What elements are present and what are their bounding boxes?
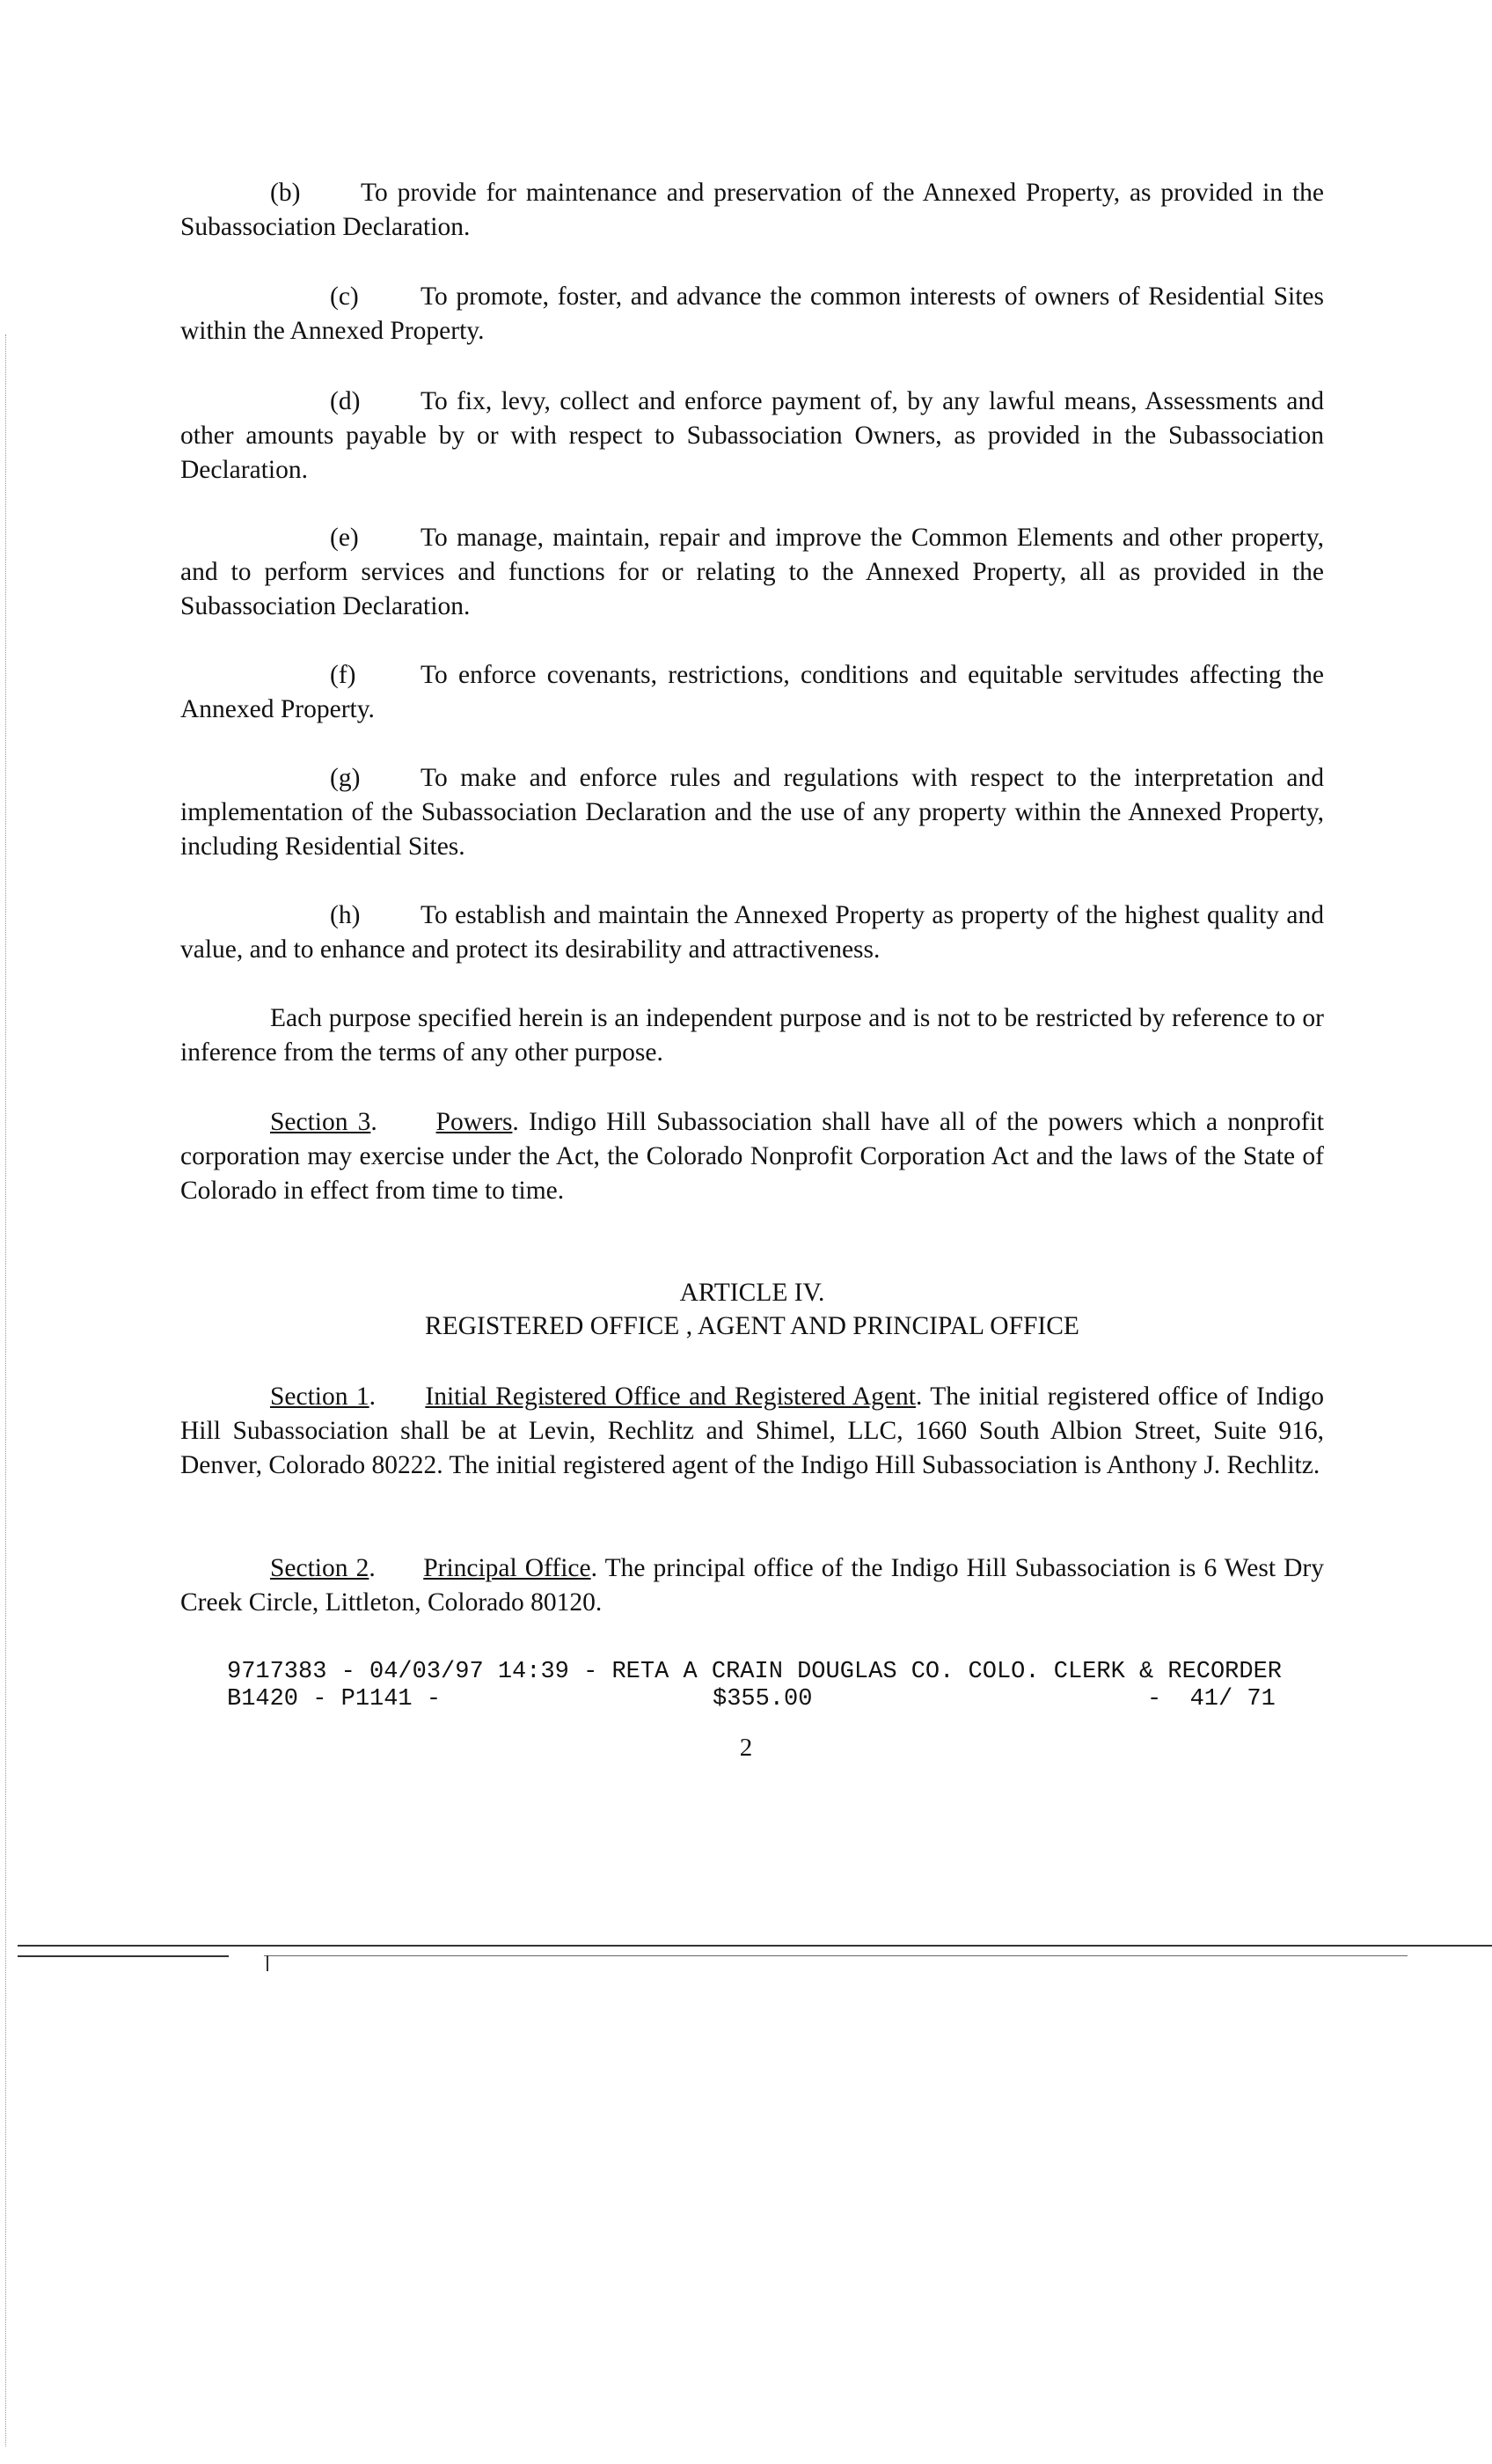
purpose-d — [180, 385, 1324, 488]
purpose-h — [180, 898, 1324, 967]
art4-section-1-text: The initial registered office of Indigo Hill Subassociation shall be at Levin, Rechlitz and Shimel, LLC, 1660 South Albion Street, Suite 916, Denver, Colorado 80222. The initial registered agent of the Indigo Hill Subassociation is Anthony J. Rechlitz. — [180, 1382, 1325, 1479]
art4-section-2-text: The principal office of the Indigo Hill Subassociation is 6 West Dry Creek Circle, Littleton, Colorado 80120. — [180, 1554, 1325, 1617]
purposes-independence-paragraph: Each purpose specified herein is an independent purpose and is not to be restricted by reference to or inference from the terms of any other purpose. — [180, 1004, 1324, 1067]
purpose-f-text: To enforce covenants, restrictions, conditions and equitable servitudes affecting the Annexed Property. — [180, 661, 1324, 723]
recording-stamp-line-1: 9717383 - 04/03/97 14:39 - RETA A CRAIN DOUGLAS CO. COLO. CLERK & RECORDER — [227, 1659, 1282, 1685]
purpose-b-text: To provide for maintenance and preservation of the Annexed Property, as provided in the Subassociation Declaration. — [180, 179, 1324, 241]
purpose-g-label: (g) — [330, 764, 361, 792]
section-3-sep: . — [370, 1108, 436, 1136]
section-3-powers: Section 3. Powers. Indigo Hill Subassociation shall have all of the powers which a nonprofit corporation may exercise under the Act, the Colorado Nonprofit Corporation Act and the laws of the State of Colorado in effect from time to time. — [180, 1108, 1324, 1205]
art4-section-1-title: Initial Registered Office and Registered Agent — [425, 1382, 916, 1411]
bottom-rule-upper — [18, 1945, 1492, 1947]
purpose-f — [180, 658, 1324, 727]
purpose-h-text: To establish and maintain the Annexed Property as property of the highest quality and value, and to enhance and protect its desirability and attractiveness. — [180, 901, 1324, 964]
purpose-d-label: (d) — [330, 387, 361, 415]
purpose-c — [180, 280, 1324, 348]
purpose-d-text: To fix, levy, collect and enforce payment of, by any lawful means, Assessments and other amounts payable by or with respect to Subassociation Owners, as provided in the Subassociation Declaration. — [180, 387, 1324, 484]
article-title: REGISTERED OFFICE , AGENT AND PRINCIPAL OFFICE — [425, 1312, 1079, 1340]
art4-section-1-number: Section 1 — [270, 1382, 369, 1411]
purpose-c-text: To promote, foster, and advance the common interests of owners of Residential Sites within the Annexed Property. — [180, 282, 1324, 345]
purpose-h-label: (h) — [330, 901, 361, 929]
purpose-e-label: (e) — [330, 524, 359, 552]
purpose-f-label: (f) — [330, 661, 356, 689]
purpose-e-text: To manage, maintain, repair and improve the Common Elements and other property, and to perform services and functions for or relating to the Annexed Property, all as provided in the Subassociation Declaration. — [180, 524, 1324, 620]
section-3-title: Powers — [435, 1108, 513, 1136]
purpose-e — [180, 521, 1324, 624]
section-3-text: Indigo Hill Subassociation shall have all of the powers which a nonprofit corporation may exercise under the Act, the Colorado Nonprofit Corporation Act and the laws of the State of Colorado in effect from time to time. — [180, 1108, 1324, 1205]
article-4-section-1: Section 1. Initial Registered Office and Registered Agent. The initial registered office of Indigo Hill Subassociation shall be at Levin, Rechlitz and Shimel, LLC, 1660 South Albion Street, Suite 916, Denver, Colorado 80222. The initial registered agent of the Indigo Hill Subassociation is Anthony J. Rechlitz. — [180, 1382, 1325, 1479]
purpose-b-label: (b) — [270, 179, 301, 207]
recording-book-page: B1420 - P1141 - — [227, 1686, 442, 1712]
purpose-g — [180, 761, 1324, 864]
article-number: ARTICLE IV. — [679, 1279, 825, 1307]
purpose-c-label: (c) — [330, 282, 359, 311]
article-4-section-2: Section 2. Principal Office. The principal office of the Indigo Hill Subassociation is 6 West Dry Creek Circle, Littleton, Colorado 80120. — [180, 1554, 1325, 1617]
left-margin-scan-artifact — [5, 334, 8, 2446]
recording-fee: $355.00 — [713, 1686, 813, 1712]
page-number: 2 — [739, 1734, 753, 1762]
art4-section-2-number: Section 2 — [270, 1554, 369, 1582]
purpose-b — [180, 176, 1324, 245]
recording-sheet-count: - 41/ 71 — [1147, 1686, 1276, 1712]
recording-stamp-line-2 — [227, 1686, 1318, 1713]
section-3-number: Section 3 — [270, 1108, 371, 1136]
art4-section-2-title: Principal Office — [423, 1554, 591, 1582]
bottom-rule-tick — [267, 1955, 268, 1971]
purpose-g-text: To make and enforce rules and regulations with respect to the interpretation and implementation of the Subassociation Declaration and the use of any property within the Annexed Property, including Residential Sites. — [180, 764, 1324, 861]
bottom-rule-lower — [264, 1955, 1408, 1956]
bottom-rule-left — [18, 1955, 229, 1957]
